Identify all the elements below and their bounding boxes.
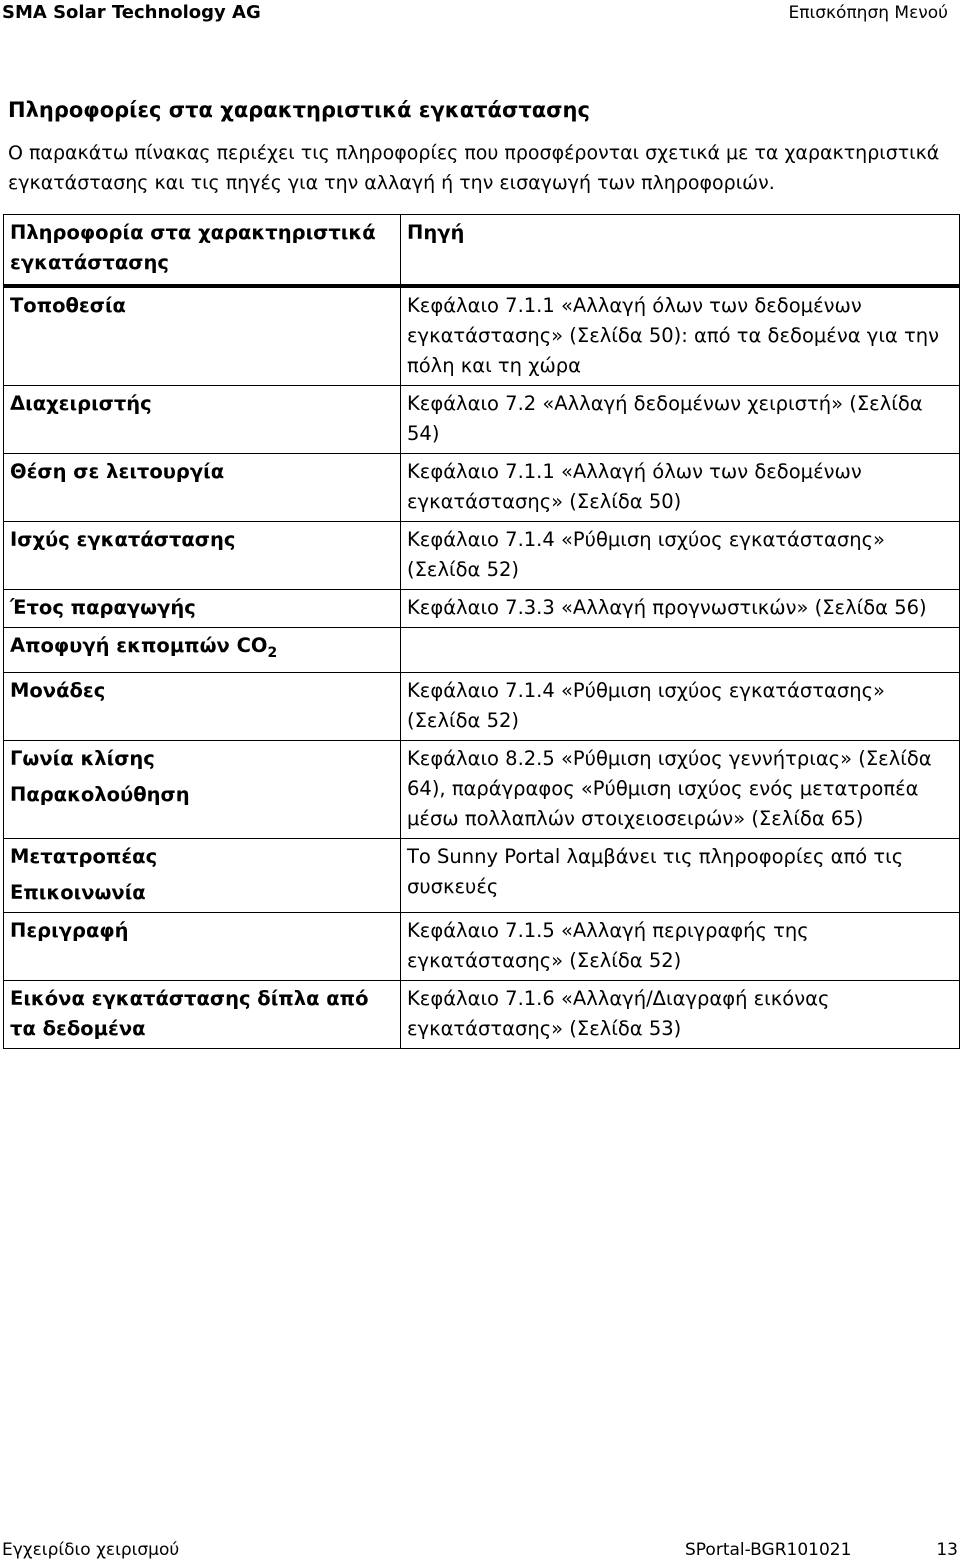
info-label: Παρακολούθηση <box>10 782 190 806</box>
table-row <box>4 912 960 980</box>
table-row <box>4 286 960 386</box>
info-label: Περιγραφή <box>10 918 129 942</box>
info-label: Μετατροπέας <box>10 844 158 868</box>
info-cell <box>4 454 401 522</box>
info-cell <box>4 672 401 740</box>
source-cell <box>401 628 960 673</box>
info-label: Επικοινωνία <box>10 880 146 904</box>
source-cell: Κεφάλαιο 7.1.6 «Αλλαγή/Διαγραφή εικόνας εγκατάστασης» (Σελίδα 53) <box>401 980 960 1048</box>
info-cell <box>4 838 401 912</box>
table-row <box>4 740 960 838</box>
info-label: Αποφυγή εκπομπών CO <box>10 634 268 657</box>
table-row <box>4 980 960 1048</box>
source-cell: Κεφάλαιο 7.1.4 «Ρύθμιση ισχύος εγκατάστασης» (Σελίδα 52) <box>401 522 960 590</box>
table-row <box>4 454 960 522</box>
info-label: Θέση σε λειτουργία <box>10 460 225 483</box>
info-cell <box>4 522 401 590</box>
info-label: Έτος παραγωγής <box>10 596 196 619</box>
document-code: SPortal-BGR101021 <box>685 1540 852 1560</box>
info-label: Τοποθεσία <box>10 294 126 317</box>
info-cell <box>4 740 401 838</box>
info-table <box>3 214 960 1049</box>
table-row <box>4 590 960 628</box>
info-label: Εικόνα εγκατάστασης δίπλα από τα δεδομένα <box>10 986 369 1040</box>
header-source: Πηγή <box>401 215 960 287</box>
header-info: Πληροφορία στα χαρακτηριστικά εγκατάστασης <box>4 215 401 287</box>
info-cell <box>4 590 401 628</box>
info-cell <box>4 286 401 386</box>
source-cell: Κεφάλαιο 7.3.3 «Αλλαγή προγνωστικών» (Σελίδα 56) <box>401 590 960 628</box>
info-cell <box>4 386 401 454</box>
table-header-row <box>4 215 960 287</box>
source-cell: Κεφάλαιο 7.1.4 «Ρύθμιση ισχύος εγκατάστασης» (Σελίδα 52) <box>401 672 960 740</box>
info-cell <box>4 912 401 980</box>
source-cell: Κεφάλαιο 7.2 «Αλλαγή δεδομένων χειριστή» (Σελίδα 54) <box>401 386 960 454</box>
section-title: Πληροφορίες στα χαρακτηριστικά εγκατάστασης <box>8 98 590 122</box>
page-number: 13 <box>936 1540 958 1560</box>
source-cell: Κεφάλαιο 7.1.1 «Αλλαγή όλων των δεδομένων εγκατάστασης» (Σελίδα 50): από τα δεδομένα για την πόλη και τη χώρα <box>401 286 960 386</box>
table-row <box>4 672 960 740</box>
info-label: Μονάδες <box>10 678 106 702</box>
table-row <box>4 838 960 912</box>
manual-label: Εγχειρίδιο χειρισμού <box>2 1540 180 1560</box>
source-cell: Κεφάλαιο 8.2.5 «Ρύθμιση ισχύος γεννήτριας» (Σελίδα 64), παράγραφος «Ρύθμιση ισχύος ενός μετατροπέα μέσω πολλαπλών στοιχειοσειρών» (Σελίδα 65) <box>401 740 960 838</box>
source-cell: Κεφάλαιο 7.1.1 «Αλλαγή όλων των δεδομένων εγκατάστασης» (Σελίδα 50) <box>401 454 960 522</box>
table-row <box>4 386 960 454</box>
info-cell <box>4 628 401 673</box>
info-label: Γωνία κλίσης <box>10 746 155 770</box>
info-label: Ισχύς εγκατάστασης <box>10 528 236 551</box>
intro-paragraph: Ο παρακάτω πίνακας περιέχει τις πληροφορίες που προσφέρονται σχετικά με τα χαρακτηριστικά εγκατάστασης και τις πηγές για την αλλαγή ή την εισαγωγή των πληροφοριών. <box>8 142 940 194</box>
info-label: Διαχειριστής <box>10 392 152 415</box>
company-name: SMA Solar Technology AG <box>2 2 261 23</box>
source-cell: Κεφάλαιο 7.1.5 «Αλλαγή περιγραφής της εγκατάστασης» (Σελίδα 52) <box>401 912 960 980</box>
section-header: Επισκόπηση Μενού <box>788 3 948 23</box>
table-row <box>4 522 960 590</box>
source-cell: Το Sunny Portal λαμβάνει τις πληροφορίες από τις συσκευές <box>401 838 960 912</box>
subscript: 2 <box>267 644 278 661</box>
table-row <box>4 628 960 673</box>
info-cell <box>4 980 401 1048</box>
table-body <box>4 286 960 1048</box>
